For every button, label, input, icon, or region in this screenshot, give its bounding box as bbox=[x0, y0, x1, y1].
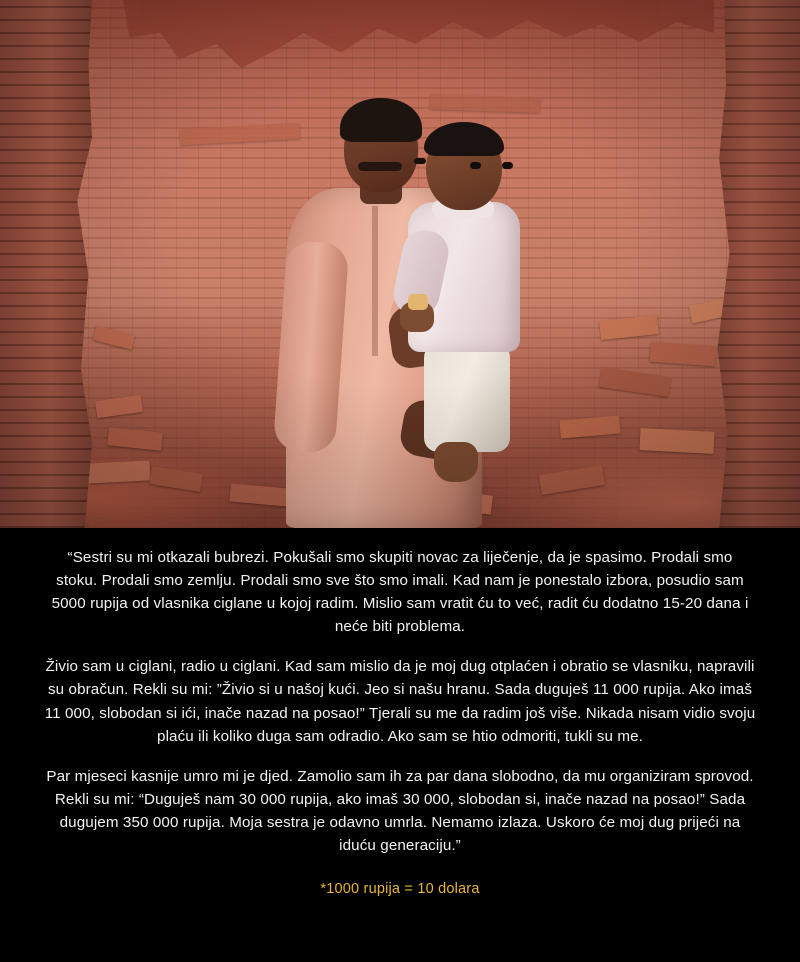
caption-paragraph-3: Par mjeseci kasnije umro mi je djed. Zamolio sam ih za par dana slobodno, da mu organiziram sprovod. Rekli su mi: “Duguješ nam 30 000 rupija, ako imaš 30 000, slobodan si, inače nazad na posao!” Sada dugujem 350 000 rupija. Moja sestra je odavno umrla. Nemamo izlaza. Uskoro će moj dug prijeći na iduću generaciju.” bbox=[46, 767, 754, 855]
brick-chunk bbox=[639, 428, 714, 454]
caption-footnote: *1000 rupija = 10 dolara bbox=[320, 881, 480, 898]
man-moustache bbox=[358, 162, 402, 171]
caption-paragraph-1: “Sestri su mi otkazali bubrezi. Pokušali smo skupiti novac za liječenje, da je spasimo. Prodali smo stoku. Prodali smo zemlju. Prodali smo sve što smo imali. Kad nam je ponestalo izbora, posudio sam 5000 rupija od vlasnika ciglane u kojoj radim. Mislio sam vratit ću to već, radit ću dodatno 15-20 dana i neće biti problema. bbox=[51, 549, 749, 636]
child-figure bbox=[398, 126, 538, 486]
left-wall-pillar bbox=[0, 0, 92, 528]
caption-block bbox=[0, 528, 800, 962]
child-hair bbox=[424, 122, 504, 156]
food-piece bbox=[408, 294, 428, 310]
child-eye-right bbox=[502, 162, 513, 169]
child-foot bbox=[434, 442, 478, 482]
child-legs bbox=[424, 340, 510, 452]
child-eye-left bbox=[470, 162, 481, 169]
brick-chunk bbox=[88, 460, 151, 483]
caption-paragraph-2: Živio sam u ciglani, radio u ciglani. Kad sam mislio da je moj dug otplaćen i obratio se vlasniku, napravili su obračun. Rekli su mi: ”Živio si u našoj kući. Jeo si našu hranu. Sada duguješ 11 000 rupija. Ako imaš 11 000, slobodan si ići, inače nazad na posao!” Tjerali su me da radim još više. Nikada nisam vidio svoju plaću ili koliko duga sam odradio. Ako sam se htio odmoriti, tukli su me. bbox=[44, 658, 756, 745]
